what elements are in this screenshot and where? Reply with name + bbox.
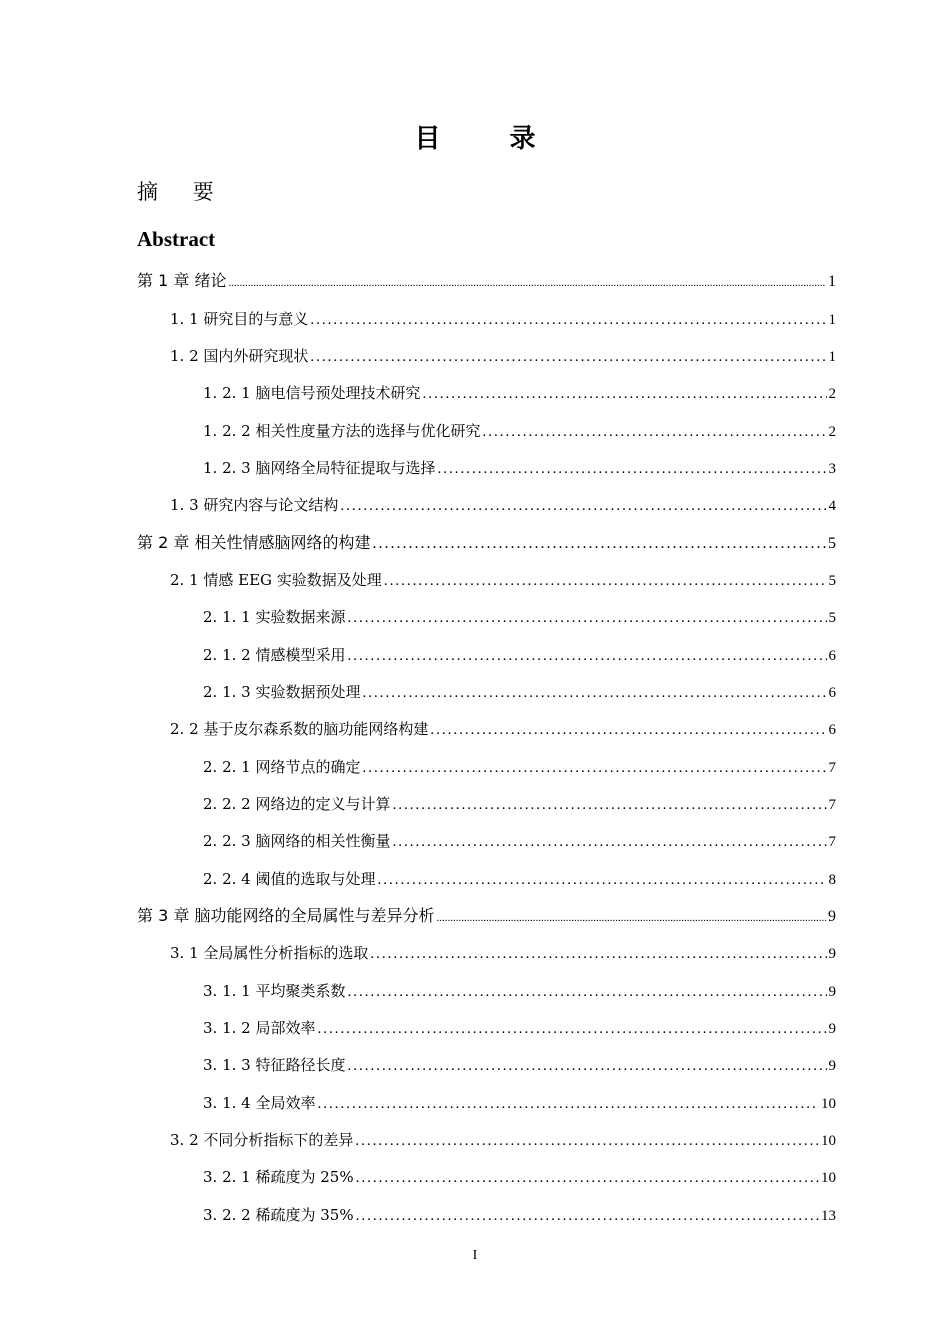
toc-entry-label: 1. 2. 3 脑网络全局特征提取与选择 — [203, 459, 436, 477]
toc-entry-label: 第 1 章 绪论 — [137, 271, 227, 290]
toc-entry-subsection[interactable] — [203, 383, 836, 404]
leader-dots — [355, 1131, 819, 1151]
toc-entry-label: 3. 1 全局属性分析指标的选取 — [170, 944, 369, 962]
toc-entry-page: 3 — [828, 461, 836, 477]
toc-entry-label: 1. 2 国内外研究现状 — [170, 347, 309, 365]
toc-entry-subsection[interactable] — [203, 1205, 836, 1226]
toc-entry-subsection[interactable] — [203, 421, 836, 442]
toc-entry-label: 3. 2 不同分析指标下的差异 — [170, 1131, 354, 1149]
toc-entry-subsection[interactable] — [203, 831, 836, 852]
toc-entry-label: 2. 2 基于皮尔森系数的脑功能网络构建 — [170, 720, 429, 738]
toc-entry-page: 6 — [828, 648, 836, 664]
toc-entry-page: 1 — [828, 312, 836, 328]
toc-entry-subsection[interactable] — [203, 1167, 836, 1188]
toc-entry-page: 2 — [828, 424, 836, 440]
leader-dots — [372, 534, 826, 554]
toc-entry-label: 2. 1. 3 实验数据预处理 — [203, 683, 361, 701]
toc-entry-page: 10 — [821, 1096, 836, 1112]
leader-dots — [362, 683, 826, 703]
toc-entry-label: 1. 2. 1 脑电信号预处理技术研究 — [203, 384, 421, 402]
leader-dots — [377, 870, 826, 890]
toc-entry-page: 5 — [828, 535, 836, 552]
toc-entry-subsection[interactable] — [203, 607, 836, 628]
toc-entry-label: 1. 1 研究目的与意义 — [170, 310, 309, 328]
toc-entry-label: 3. 1. 4 全局效率 — [203, 1094, 316, 1112]
toc-entry-section[interactable] — [170, 570, 836, 591]
toc-entry-abstract-cn[interactable]: 摘 要 — [137, 180, 228, 204]
toc-entry-chapter-2[interactable] — [137, 533, 836, 554]
leader-dots — [347, 608, 826, 628]
toc-entry-label: 1. 3 研究内容与论文结构 — [170, 496, 339, 514]
toc-entry-label: 3. 1. 2 局部效率 — [203, 1019, 316, 1037]
toc-entry-page: 13 — [821, 1208, 836, 1224]
toc-entry-page: 9 — [828, 984, 836, 1000]
toc-entry-page: 10 — [821, 1133, 836, 1149]
toc-entry-section[interactable] — [170, 1130, 836, 1151]
leader-dots — [392, 832, 826, 852]
toc-entry-page: 7 — [828, 834, 836, 850]
toc-entry-chapter-3[interactable] — [137, 906, 836, 928]
leader-dots — [340, 496, 826, 516]
toc-entry-section[interactable] — [170, 943, 836, 964]
toc-entry-label: 2. 1. 2 情感模型采用 — [203, 646, 346, 664]
toc-entry-label: 2. 1. 1 实验数据来源 — [203, 608, 346, 626]
toc-entry-label: 2. 2. 3 脑网络的相关性衡量 — [203, 832, 391, 850]
toc-entry-page: 2 — [828, 386, 836, 402]
toc-entry-page: 4 — [828, 498, 836, 514]
leader-dots — [430, 720, 826, 740]
leader-dots — [482, 422, 826, 442]
toc-entry-subsection[interactable] — [203, 682, 836, 703]
toc-entry-label: 3. 2. 1 稀疏度为 25% — [203, 1168, 354, 1186]
toc-entry-section[interactable] — [170, 495, 836, 516]
toc-entry-label: 3. 2. 2 稀疏度为 35% — [203, 1206, 354, 1224]
toc-entry-section[interactable] — [170, 309, 836, 330]
toc-entry-subsection[interactable] — [203, 757, 836, 778]
leader-dots — [436, 908, 826, 928]
leader-dots — [356, 1206, 819, 1226]
toc-entry-page: 9 — [828, 946, 836, 962]
toc-entry-subsection[interactable] — [203, 1018, 836, 1039]
toc-entry-label: 2. 2. 4 阈值的选取与处理 — [203, 870, 376, 888]
toc-entry-page: 8 — [828, 872, 836, 888]
toc-entry-page: 9 — [828, 1058, 836, 1074]
leader-dots — [437, 459, 826, 479]
toc-entry-subsection[interactable] — [203, 869, 836, 890]
toc-entry-subsection[interactable] — [203, 645, 836, 666]
leader-dots — [347, 646, 826, 666]
toc-entry-label: 3. 1. 3 特征路径长度 — [203, 1056, 346, 1074]
leader-dots — [310, 310, 826, 330]
toc-entry-page: 9 — [828, 908, 836, 925]
leader-dots — [228, 273, 826, 293]
page-number: I — [472, 1248, 478, 1263]
leader-dots — [317, 1094, 819, 1114]
toc-entry-page: 7 — [828, 760, 836, 776]
toc-entry-page: 7 — [828, 797, 836, 813]
toc-entry-subsection[interactable] — [203, 1093, 836, 1114]
leader-dots — [356, 1168, 819, 1188]
toc-entry-chapter-1[interactable] — [137, 271, 836, 293]
leader-dots — [362, 758, 826, 778]
toc-entry-label: 3. 1. 1 平均聚类系数 — [203, 982, 346, 1000]
toc-entry-page: 5 — [828, 573, 836, 589]
page-title: 目 录 — [414, 124, 566, 154]
leader-dots — [384, 571, 827, 591]
leader-dots — [347, 982, 826, 1002]
toc-entry-label: 2. 2. 2 网络边的定义与计算 — [203, 795, 391, 813]
toc-entry-subsection[interactable] — [203, 1055, 836, 1076]
leader-dots — [310, 347, 826, 367]
toc-entry-subsection[interactable] — [203, 458, 836, 479]
toc-entry-subsection[interactable] — [203, 981, 836, 1002]
toc-entry-page: 6 — [828, 685, 836, 701]
leader-dots — [422, 384, 826, 404]
toc-entry-page: 9 — [828, 1021, 836, 1037]
toc-entry-label: 1. 2. 2 相关性度量方法的选择与优化研究 — [203, 422, 481, 440]
leader-dots — [370, 944, 826, 964]
toc-entry-label: 2. 1 情感 EEG 实验数据及处理 — [170, 571, 382, 589]
toc-entry-subsection[interactable] — [203, 794, 836, 815]
toc-entry-label: 第 3 章 脑功能网络的全局属性与差异分析 — [137, 906, 435, 925]
leader-dots — [347, 1056, 826, 1076]
toc-entry-page: 5 — [828, 610, 836, 626]
toc-entry-page: 6 — [828, 722, 836, 738]
toc-entry-page: 10 — [821, 1170, 836, 1186]
toc-entry-section[interactable] — [170, 346, 836, 367]
leader-dots — [317, 1019, 826, 1039]
toc-entry-abstract-en[interactable]: Abstract — [137, 227, 216, 251]
toc-entry-page: 1 — [828, 349, 836, 365]
leader-dots — [392, 795, 826, 815]
toc-entry-label: 2. 2. 1 网络节点的确定 — [203, 758, 361, 776]
toc-entry-section[interactable] — [170, 719, 836, 740]
toc-entry-label: 第 2 章 相关性情感脑网络的构建 — [137, 533, 371, 552]
toc-entry-page: 1 — [828, 273, 836, 290]
